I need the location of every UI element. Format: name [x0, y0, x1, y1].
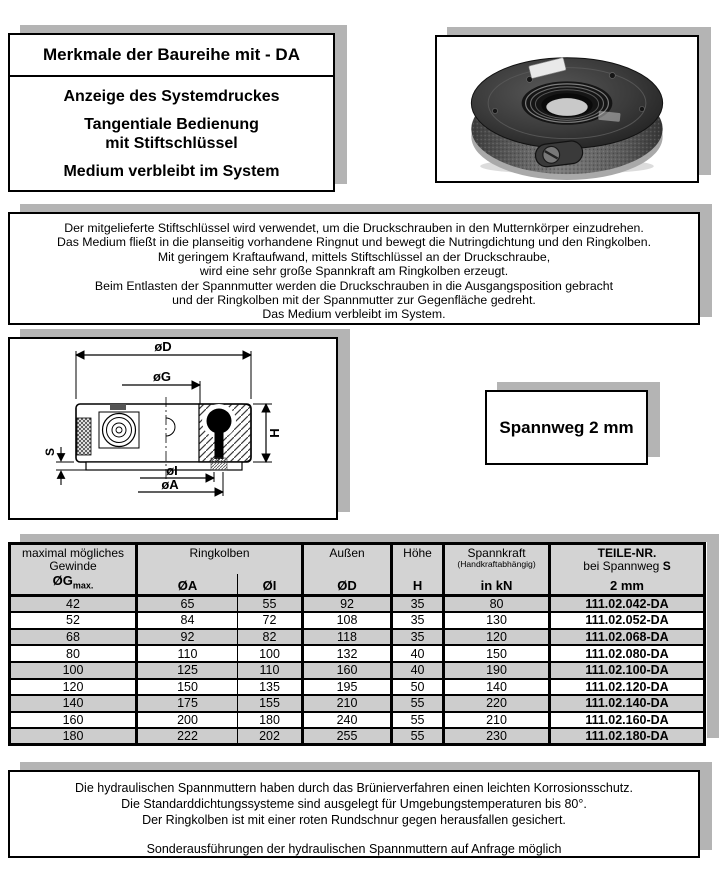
dim-label-i: øI — [166, 463, 178, 478]
table-cell: 35 — [392, 629, 444, 646]
table-cell: 111.02.068-DA — [550, 629, 705, 646]
table-cell: 210 — [303, 695, 392, 712]
feature-item — [84, 115, 259, 153]
face-hole — [492, 108, 497, 113]
table-cell: 195 — [303, 679, 392, 696]
dim-label-h: H — [267, 428, 282, 438]
product-photo — [438, 38, 696, 180]
symbol-og-max: $ØG_{max.}$ — [10, 574, 137, 596]
table-cell: 50 — [392, 679, 444, 696]
table-cell: 40 — [392, 645, 444, 662]
screw-mark — [110, 404, 126, 410]
piston-stem — [215, 432, 224, 459]
notes-footer: Sonderausführungen der hydraulischen Spannmuttern auf Anfrage möglich — [146, 842, 562, 856]
table-cell: 92 — [137, 629, 238, 646]
table-row — [10, 662, 705, 679]
text-line: Tangentiale Bedienung — [84, 115, 259, 133]
features-title: Merkmale der Baureihe mit - DA — [10, 35, 333, 77]
table-row — [10, 645, 705, 662]
text-line: wird eine sehr große Spannkraft am Ringkolben erzeugt. — [199, 264, 509, 279]
seal-foot — [211, 458, 227, 470]
technical-drawing — [10, 339, 336, 518]
spannkraft-note: (Handkraftabhängig) — [457, 559, 536, 569]
table-row — [10, 612, 705, 629]
feature-item — [63, 162, 279, 181]
table-cell: 175 — [137, 695, 238, 712]
product-photo-box — [435, 35, 699, 183]
face-hole — [609, 73, 615, 79]
table-cell: 35 — [392, 596, 444, 613]
table-cell: 118 — [303, 629, 392, 646]
text-line: Medium verbleibt im System — [63, 162, 280, 180]
table-cell: 140 — [444, 679, 550, 696]
through-hole-light — [546, 98, 587, 116]
features-list — [10, 77, 333, 190]
table-cell: 132 — [303, 645, 392, 662]
table-cell: 80 — [444, 596, 550, 613]
table-row — [10, 728, 705, 745]
table-cell: 100 — [10, 662, 137, 679]
table-cell: 210 — [444, 712, 550, 729]
table-cell: 82 — [238, 629, 303, 646]
table-row — [10, 596, 705, 613]
symbol-h: H — [392, 574, 444, 596]
table-cell: 230 — [444, 728, 550, 745]
table-cell: 150 — [444, 645, 550, 662]
table-cell: 150 — [137, 679, 238, 696]
table-cell: 40 — [392, 662, 444, 679]
table-cell: 55 — [392, 695, 444, 712]
table-cell: 180 — [238, 712, 303, 729]
table-row — [10, 712, 705, 729]
feature-item — [63, 87, 279, 106]
table-cell: 111.02.052-DA — [550, 612, 705, 629]
table-cell: 110 — [238, 662, 303, 679]
text-line: Der Ringkolben ist mit einer roten Rundschnur gegen herausfallen gesichert. — [142, 813, 566, 827]
text-line: Mit geringem Kraftaufwand, mittels Stiftschlüssel an der Druckschraube, — [157, 249, 551, 264]
table-cell: 135 — [238, 679, 303, 696]
table-cell: 220 — [444, 695, 550, 712]
face-hole — [639, 106, 644, 111]
col-header-teilenr: TEILE-NR. bei Spannweg S — [550, 544, 705, 574]
table-cell: 240 — [303, 712, 392, 729]
text-line: Anzeige des Systemdruckes — [63, 87, 280, 105]
spannweg-2mm: 2 mm — [550, 574, 705, 596]
table-cell: 84 — [137, 612, 238, 629]
table-cell: 111.02.100-DA — [550, 662, 705, 679]
drawing-box — [8, 337, 338, 520]
table-cell: 55 — [392, 712, 444, 729]
table-cell: 155 — [238, 695, 303, 712]
table-row — [10, 695, 705, 712]
table-row — [10, 629, 705, 646]
table-cell: 111.02.140-DA — [550, 695, 705, 712]
symbol-oa: ØA — [137, 574, 238, 596]
rundschnur-ball — [207, 409, 232, 434]
notes-box — [8, 770, 700, 858]
table-cell: 130 — [444, 612, 550, 629]
table-cell: 255 — [303, 728, 392, 745]
dim-label-a: øA — [161, 477, 179, 492]
text-line: Das Medium fließt in die planseitig vorhandene Ringnut und bewegt die Nutringdichtung und den Ringkolben. — [56, 235, 652, 250]
table-cell: 100 — [238, 645, 303, 662]
table-cell: 111.02.180-DA — [550, 728, 705, 745]
symbol-oi: ØI — [238, 574, 303, 596]
col-header-gewinde: maximal mögliches Gewinde — [10, 544, 137, 574]
table-cell: 68 — [10, 629, 137, 646]
table-cell: 111.02.042-DA — [550, 596, 705, 613]
table-cell: 55 — [238, 596, 303, 613]
table-cell: 120 — [444, 629, 550, 646]
spec-table — [8, 542, 706, 746]
table-cell: 190 — [444, 662, 550, 679]
table-cell: 120 — [10, 679, 137, 696]
text-line: Der mitgelieferte Stiftschlüssel wird verwendet, um die Druckschrauben in den Mutternkörper einzudrehen. — [64, 221, 644, 235]
table-cell: 111.02.120-DA — [550, 679, 705, 696]
table-cell: 55 — [392, 728, 444, 745]
text-line: Beim Entlasten der Spannmutter werden die Druckschrauben in die Ausgangsposition gebracht — [94, 278, 614, 293]
table-cell: 160 — [10, 712, 137, 729]
table-cell: 110 — [137, 645, 238, 662]
spec-table-body — [10, 596, 705, 745]
table-cell: 202 — [238, 728, 303, 745]
text-line: mit Stiftschlüssel — [105, 134, 238, 152]
table-cell: 140 — [10, 695, 137, 712]
table-cell: 111.02.160-DA — [550, 712, 705, 729]
table-cell: 80 — [10, 645, 137, 662]
features-box — [8, 33, 335, 192]
table-cell: 72 — [238, 612, 303, 629]
col-header-spannkraft: Spannkraft (Handkraftabhängig) — [444, 544, 550, 574]
druckschraube — [103, 414, 136, 447]
unit-kn: in kN — [444, 574, 550, 596]
col-header-aussen: Außen — [303, 544, 392, 574]
dim-label-g: øG — [152, 369, 172, 384]
col-header-hoehe: Höhe — [392, 544, 444, 574]
table-cell: 35 — [392, 612, 444, 629]
seal-hatch — [77, 418, 91, 455]
table-row — [10, 679, 705, 696]
text-line: Die Standarddichtungssysteme sind ausgelegt für Umgebungstemperaturen bis 80°. — [121, 797, 587, 811]
table-cell: 65 — [137, 596, 238, 613]
dim-label-d: øD — [154, 339, 172, 354]
table-cell: 52 — [10, 612, 137, 629]
table-cell: 222 — [137, 728, 238, 745]
table-cell: 92 — [303, 596, 392, 613]
symbol-od: ØD — [303, 574, 392, 596]
table-cell: 200 — [137, 712, 238, 729]
description-box — [8, 212, 700, 325]
dim-label-s: S — [43, 447, 57, 457]
table-cell: 111.02.080-DA — [550, 645, 705, 662]
spec-table-wrap — [8, 542, 707, 746]
table-cell: 42 — [10, 596, 137, 613]
table-cell: 180 — [10, 728, 137, 745]
text-line: Das Medium verbleibt im System. — [262, 307, 446, 322]
table-cell: 125 — [137, 662, 238, 679]
text-line: und der Ringkolben mit der Spannmutter zur Gegenfläche gedreht. — [172, 293, 536, 308]
table-cell: 160 — [303, 662, 392, 679]
text-line: Die hydraulischen Spannmuttern haben durch das Brünierverfahren einen leichten Korrosionsschutz. — [75, 781, 633, 795]
table-cell: 108 — [303, 612, 392, 629]
notes-lines — [10, 780, 698, 828]
col-header-ringkolben: Ringkolben — [137, 544, 303, 574]
spannweg-callout: Spannweg 2 mm — [485, 390, 648, 465]
